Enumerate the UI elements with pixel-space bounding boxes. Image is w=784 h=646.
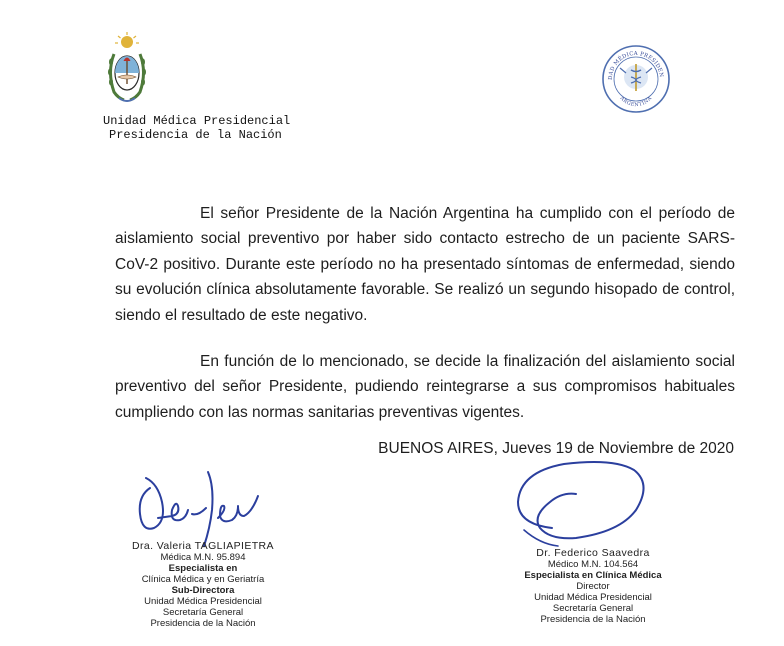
coat-of-arms-emblem bbox=[106, 32, 148, 108]
signer-right-office: Presidencia de la Nación bbox=[540, 614, 646, 625]
sun-icon bbox=[115, 32, 139, 48]
signer-left-unit: Unidad Médica Presidencial bbox=[144, 596, 262, 607]
seal-top-text: UNIDAD MÉDICA PRESIDENCIAL bbox=[597, 40, 665, 81]
signer-right-secretariat: Secretaría General bbox=[552, 603, 634, 614]
signer-right-specialty: Especialista en Clínica Médica bbox=[524, 570, 662, 581]
stamp-right bbox=[508, 548, 678, 625]
header-office: Presidencia de la Nación bbox=[109, 128, 282, 142]
seal-bottom-text: ARGENTINA bbox=[618, 95, 654, 109]
stamp-left bbox=[108, 541, 298, 629]
signer-left-office: Presidencia de la Nación bbox=[150, 618, 256, 629]
medical-unit-seal bbox=[597, 40, 672, 114]
signer-right-name: Dr. Federico Saavedra bbox=[536, 547, 650, 559]
body-paragraph-2: En función de lo mencionado, se decide la finalización del aislamiento social preventivo del señor Presidente, pudiendo reintegrarse a sus compromisos habituales cumpliendo con las normas sanitarias preventivas vigentes. bbox=[115, 353, 735, 421]
signature-right bbox=[510, 458, 670, 558]
date-line: BUENOS AIRES, Jueves 19 de Noviembre de 2020 bbox=[378, 440, 734, 457]
signer-right-unit: Unidad Médica Presidencial bbox=[534, 592, 652, 603]
signer-left-specialty-1: Especialista en bbox=[168, 563, 238, 574]
signer-left-name: Dra. Valeria TAGLIAPIETRA bbox=[132, 540, 274, 552]
signer-right-role: Director bbox=[576, 581, 610, 592]
signer-left-role: Sub-Directora bbox=[171, 585, 235, 596]
signer-right-license: Médico M.N. 104.564 bbox=[547, 559, 639, 570]
header-unit: Unidad Médica Presidencial bbox=[103, 114, 291, 128]
body-paragraph-1: El señor Presidente de la Nación Argentina ha cumplido con el período de aislamiento social preventivo por haber sido contacto estrecho de un paciente SARS-CoV-2 positivo. Durante este período no ha presentado síntomas de enfermedad, siendo su evolución clínica absolutamente favorable. Se realizó un segundo hisopado de control, siendo el resultado de este negativo. bbox=[115, 205, 735, 324]
signer-left-specialty-2: Clínica Médica y en Geriatría bbox=[141, 574, 265, 585]
signer-left-secretariat: Secretaría General bbox=[162, 607, 244, 618]
signer-left-license: Médica M.N. 95.894 bbox=[160, 552, 246, 563]
